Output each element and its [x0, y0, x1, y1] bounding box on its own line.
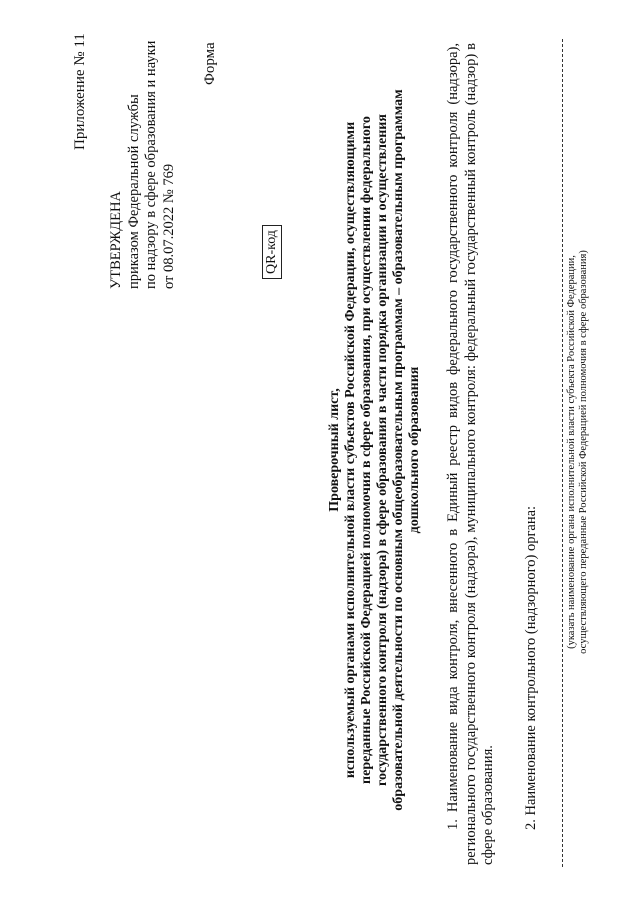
item-1-text: 1. Наименование вида контроля, внесенного в Единый реестр видов федерального государственного контроля (надзора), регионального государственного контроля (надзора), муниципального контроля: федеральный государственный контроль (надзор) в сфере образования. [445, 43, 496, 865]
title-line: переданные Российской Федерацией полномочия в сфере образования, при осуществлении федерального [359, 116, 374, 784]
footnote-line: осуществляющего переданные Российской Федерацией полномочия в сфере образования) [578, 250, 589, 654]
title-line: дошкольного образования [407, 366, 422, 534]
title-line: государственного контроля (надзора) в сфере образования в части порядка организации и осуществления [375, 114, 390, 786]
title-line: Проверочный лист, [327, 388, 342, 512]
approval-line: УТВЕРЖДЕНА [108, 191, 124, 289]
fill-in-line [562, 39, 563, 867]
item-1-paragraph [445, 43, 498, 865]
form-label: Форма [202, 42, 218, 85]
qr-code-placeholder: QR-код [262, 225, 282, 279]
item-2-paragraph: 2. Наименование контрольного (надзорного) органа: [523, 505, 539, 830]
footnote-line: (указать наименование органа исполнительной власти субъекта Российской Федерации, [566, 255, 577, 649]
approval-stamp [108, 41, 178, 289]
title-line: образовательной деятельности по основным общеобразовательным программам – образовательным программам [391, 89, 406, 811]
document-title [327, 55, 423, 845]
appendix-label: Приложение № 11 [72, 33, 88, 150]
footnote [566, 39, 590, 865]
approval-line: приказом Федеральной службы [125, 94, 142, 289]
title-line: используемый органами исполнительной власти субъектов Российской Федерации, осуществляющими [343, 121, 358, 779]
approval-line: по надзору в сфере образования и науки [143, 40, 159, 289]
approval-line: от 08.07.2022 № 769 [160, 163, 177, 289]
